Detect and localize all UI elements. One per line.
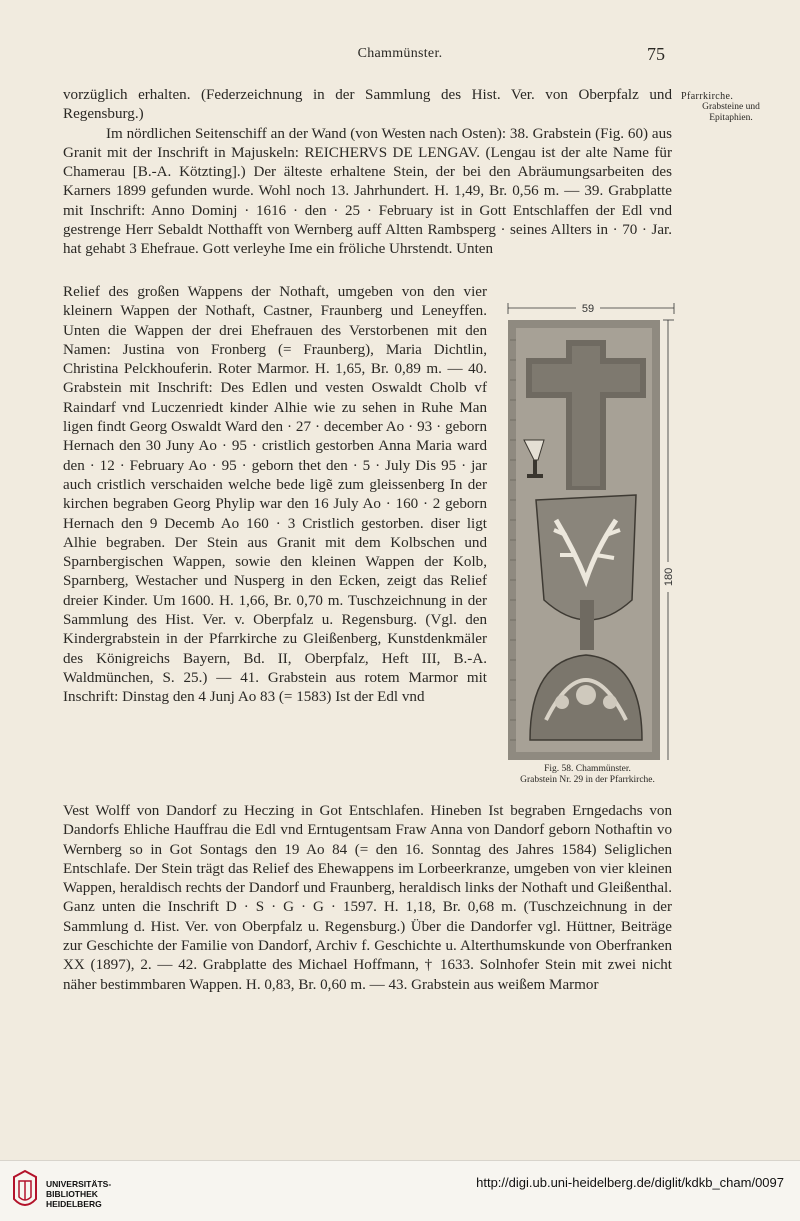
margin-note-line-3: Epitaphien. <box>709 113 753 123</box>
paragraph-1: vorzüglich erhalten. (Federzeichnung in der Sammlung des Hist. Ver. von Oberpfalz und Regensburg.) <box>63 87 672 123</box>
figure-height-label: 180 <box>663 567 675 587</box>
paragraph-4: Vest Wolff von Dandorf zu Heczing in Got Entschlafen. Hineben Ist begraben Erngedachs von Dandorfs Ehliche Hauffrau die Edl vnd Erntugentsam Fraw Anna von Dandorf geborn Nothaftin vo Wernberg so in Got Sontags den 19 Ao 84 (= den 16. Sonntag des Jahres 1584) Seliglichen Entschlafe. Der Stein trägt das Relief des Ehewappens im Lorbeerkranze, umgeben von vier kleinen Wappen, heraldisch rechts der Dandorf und Fraunberg, heraldisch links der Nothaft und Gleißenthal. Ganz unten die Inschrift D · S · G · G · 1597. H. 1,18, Br. 0,68 m. (Tuschzeichnung in der Sammlung d. Hist. Ver. von Oberpfalz u. Regensburg.) Über die Dandorfer vgl. Hüttner, Beiträge zur Geschichte der Familie von Dandorf, Archiv f. Geschichte u. Alterthumskunde von Oberfranken XX (1897), 2. — 42. Grabplatte des Michael Hoffmann, † 1633. Solnhofer Stein mit zwei nicht näher bestimmbaren Wappen. H. 0,83, Br. 0,60 m. — 43. Grabstein aus weißem Marmor <box>63 803 672 993</box>
paragraph-2: Im nördlichen Seitenschiff an der Wand (von Westen nach Osten): 38. Grabstein (Fig. 60) aus Granit mit der Inschrift in Majuskeln: REICHERVS DE LENGAV. (Lengau ist der alte Name für Chamerau [B.-A. Kötzting].) Der älteste erhaltene Stein, der bei den Abräumungsarbeiten des Karners 1899 gefunden wurde. Wohl noch 13. Jahrhundert. H. 1,49, Br. 0,56 m. — 39. Grabplatte mit Inschrift: Anno Dominj · 1616 · den · 25 · February ist in Gott Entschlaffen der Edl vnd gestrenge Herr Sebaldt Notthafft von Wernberg auff Altten Rambsperg · seines Allters in · 70 · Jar. hat gehabt 3 Ehefraue. Gott verleyhe Ime ein fröliche Uhrstendt. Unten <box>63 125 672 258</box>
footer-bar <box>0 1160 800 1221</box>
page-number: 75 <box>647 44 665 64</box>
figure-caption <box>505 764 670 786</box>
library-name <box>46 1179 111 1209</box>
body-text-top <box>63 86 672 260</box>
university-library-logo-icon <box>10 1169 40 1213</box>
figure-caption-line-1: Fig. 58. Chammünster. <box>544 764 631 774</box>
library-name-line-3: HEIDELBERG <box>46 1199 102 1209</box>
margin-note <box>681 91 781 124</box>
body-text-bottom <box>63 802 672 995</box>
library-name-line-1: UNIVERSITÄTS- <box>46 1179 112 1189</box>
figure-gravestone <box>496 300 676 770</box>
source-url-link[interactable]: http://digi.ub.uni-heidelberg.de/diglit/kdkb_cham/0097 <box>476 1175 784 1190</box>
figure-caption-line-2: Grabstein Nr. 29 in der Pfarrkirche. <box>520 775 655 785</box>
margin-note-line-2: Grabsteine und <box>702 102 760 112</box>
running-title: Chammünster. <box>357 46 443 61</box>
paragraph-3: Relief des großen Wappens der Nothaft, umgeben von den vier kleinern Wappen der Nothaft, Castner, Fraunberg und Leneyffen. Unten die Wappen der drei Ehefrauen des Verstorbenen mit den Namen: Justina von Fronberg (= Fraunberg), Maria Dichtlin, Christina Pelckhouferin. Roter Marmor. H. 1,65, Br. 0,89 m. — 40. Grabstein mit Inschrift: Des Edlen und vesten Oswaldt Cholb vf Raindarf vnd Luczenriedt kinder Alhie wie zu sehen in Ruhe Man ligen findt Georg Oswaldt Ward den · 27 · december Ao · 93 · geborn Hernach den 30 Juny Ao · 95 · cristlich gestorben Anna Maria ward den · 12 · February Ao · 95 · geborn thet den · 5 · July Dis 95 · jar auch cristlich verschaiden welche bede ligẽ zum gleissenberg In der kirchen begraben Georg Phylip war den 16 July Ao · 160 · 2 geborn Hernach den 9 Decemb Ao 160 · 3 Cristlich gestorben. diser ligt Alhie begraben. Der Stein aus Granit mit dem Kolbschen und Sparnbergischen Wappen, sowie den kleinen Wappen der Kolb, Sparnberg, Westacher und Nusperg in den Ecken, zeigt das Relief dreier Kinder. Um 1600. H. 1,66, Br. 0,70 m. Tuschzeichnung in der Sammlung des Hist. Ver. v. Oberpfalz u. Regensburg. (Vgl. den Kindergrabstein in der Pfarrkirche zu Gleißenberg, Kunstdenkmäler des Königreichs Bayern, Bd. II, Oberpfalz, Heft III, B.-A. Waldmünchen, S. 25.) — 41. Grabstein aus rotem Marmor mit Inschrift: Dinstag den 4 Junj Ao 83 (= 1583) Ist der Edl vnd <box>63 284 487 706</box>
margin-note-line-1: Pfarrkirche. <box>681 91 734 102</box>
library-name-line-2: BIBLIOTHEK <box>46 1189 98 1199</box>
body-text-narrow <box>63 283 487 708</box>
gravestone-drawing <box>496 300 676 770</box>
figure-width-label: 59 <box>581 303 595 315</box>
